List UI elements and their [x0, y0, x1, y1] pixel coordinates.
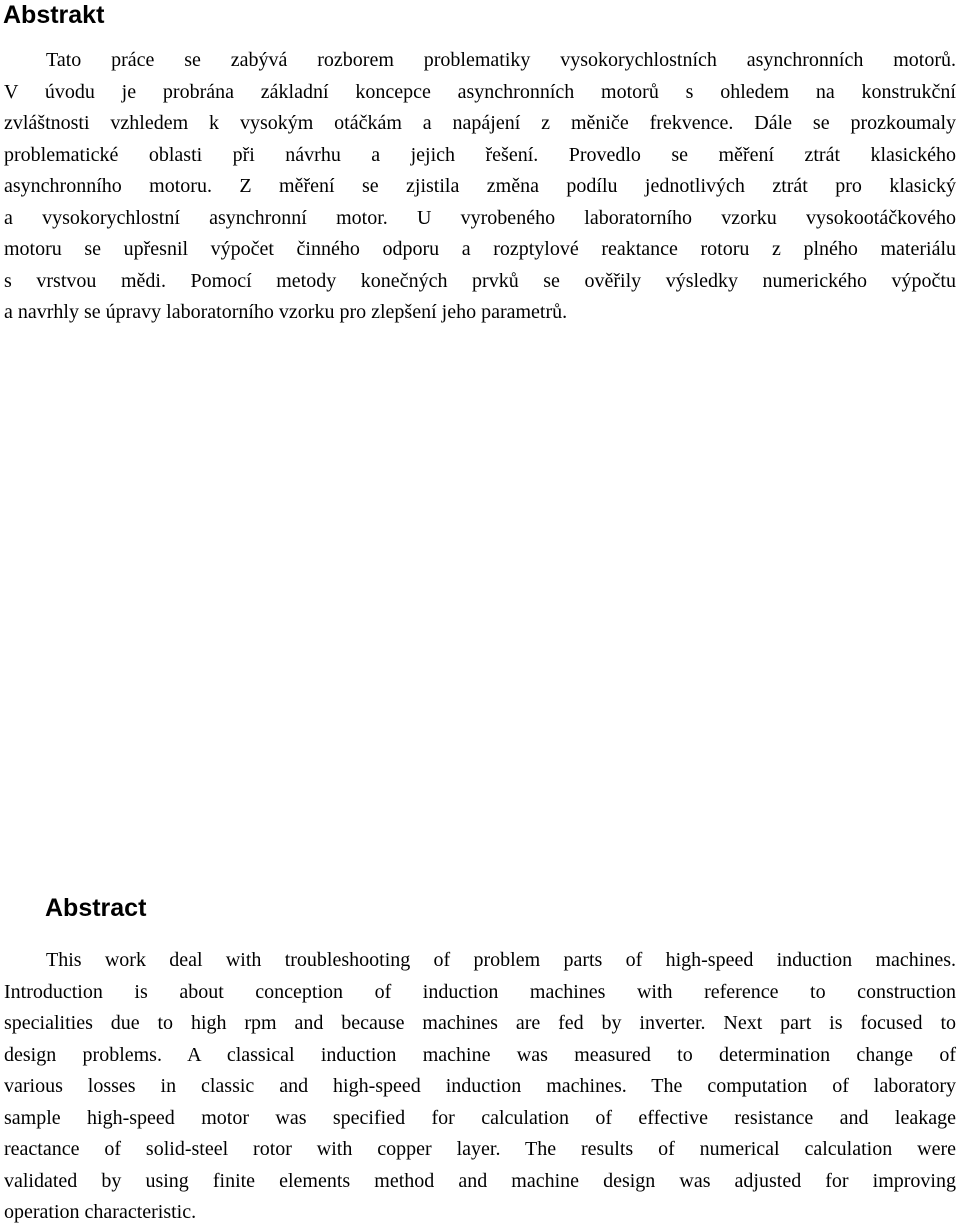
abstract-czech-line: s vrstvou mědi. Pomocí metody konečných prvků se ověřily výsledky numerického výpočtu — [4, 269, 956, 292]
abstract-english-line: validated by using finite elements method and machine design was adjusted for improving — [4, 1169, 956, 1192]
abstract-english-section — [0, 893, 960, 1229]
abstract-english-line: design problems. A classical induction machine was measured to determination change of — [4, 1043, 956, 1066]
abstract-czech-line: motoru se upřesnil výpočet činného odporu a rozptylové reaktance rotoru z plného materiálu — [4, 238, 956, 260]
abstract-english-line: reactance of solid-steel rotor with copper layer. The results of numerical calculation were — [4, 1138, 956, 1160]
abstract-english-line: sample high-speed motor was specified for calculation of effective resistance and leakage — [4, 1106, 956, 1129]
abstract-english-line: various losses in classic and high-speed induction machines. The computation of laboratory — [4, 1075, 956, 1097]
abstract-czech-line: problematické oblasti při návrhu a jejich řešení. Provedlo se měření ztrát klasického — [4, 143, 956, 166]
abstract-english-line: operation characteristic. — [4, 1201, 197, 1223]
abstract-czech-line: a navrhly se úpravy laboratorního vzorku pro zlepšení jeho parametrů. — [4, 301, 568, 323]
abstract-english-line: Introduction is about conception of induction machines with reference to construction — [4, 980, 956, 1003]
abstract-english-line: This work deal with troubleshooting of problem parts of high-speed induction machines. — [46, 949, 956, 971]
abstract-czech-line: zvláštnosti vzhledem k vysokým otáčkám a napájení z měniče frekvence. Dále se prozkoumaly — [4, 112, 956, 134]
abstract-czech-line: asynchronního motoru. Z měření se zjistila změna podílu jednotlivých ztrát pro klasický — [4, 175, 956, 197]
abstract-czech-body — [0, 45, 960, 329]
abstract-czech-section — [0, 0, 960, 329]
abstract-czech-heading: Abstrakt — [3, 1, 105, 29]
abstract-english-heading: Abstract — [45, 894, 147, 922]
abstract-czech-line: a vysokorychlostní asynchronní motor. U vyrobeného laboratorního vzorku vysokootáčkového — [4, 206, 956, 229]
abstract-english-line: specialities due to high rpm and because machines are fed by inverter. Next part is focused to — [4, 1012, 956, 1034]
abstract-english-body — [0, 945, 960, 1229]
abstract-czech-line: V úvodu je probrána základní koncepce asynchronních motorů s ohledem na konstrukční — [4, 80, 956, 103]
abstract-czech-line: Tato práce se zabývá rozborem problematiky vysokorychlostních asynchronních motorů. — [46, 49, 956, 71]
